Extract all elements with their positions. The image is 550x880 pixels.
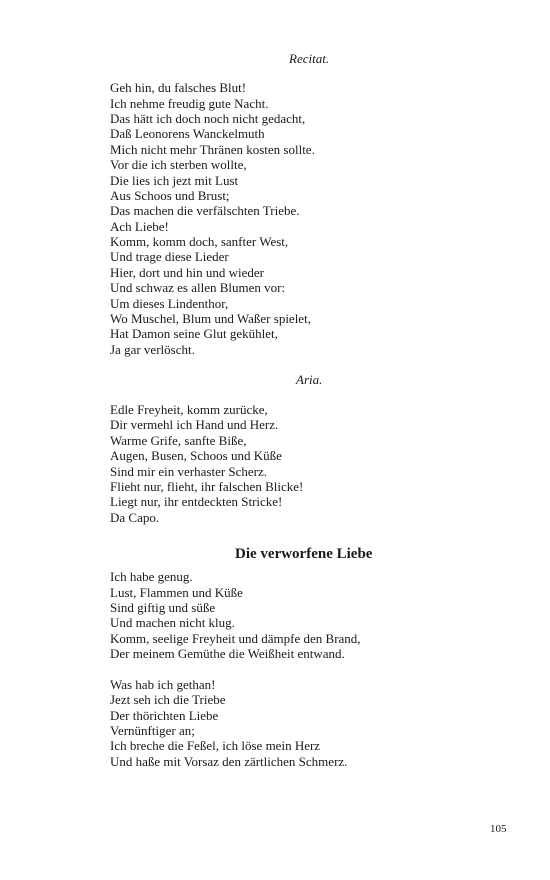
verse-line: Der meinem Gemüthe die Weißheit entwand. [110,646,345,661]
verse-line: Aus Schoos und Brust; [110,188,230,203]
verse-line: Vernünftiger an; [110,723,195,738]
verse-line: Der thörichten Liebe [110,708,219,723]
verse-line: Das hätt ich doch noch nicht gedacht, [110,111,306,126]
verse-line: Was hab ich gethan! [110,677,216,692]
verse-line: Vor die ich sterben wollte, [110,157,247,172]
verse-line: Daß Leonorens Wanckelmuth [110,126,265,141]
verse-line: Ich breche die Feßel, ich löse mein Herz [110,738,321,753]
recitat-heading: Recitat. [289,51,330,66]
page-number: 105 [490,823,507,835]
verse-line: Ich habe genug. [110,569,193,584]
verse-line: Liegt nur, ihr entdeckten Stricke! [110,494,283,509]
verse-line: Ach Liebe! [110,219,169,234]
verse-line: Ich nehme freudig gute Nacht. [110,96,269,111]
verse-line: Komm, komm doch, sanfter West, [110,234,289,249]
verse-line: Und schwaz es allen Blumen vor: [110,280,286,295]
verse-line: Und machen nicht klug. [110,615,235,630]
aria-heading: Aria. [296,372,323,387]
verse-line: Komm, seelige Freyheit und dämpfe den Brand, [110,631,361,646]
verse-line: Da Capo. [110,510,160,525]
verse-line: Lust, Flammen und Küße [110,585,243,600]
verse-line: Flieht nur, flieht, ihr falschen Blicke! [110,479,304,494]
verse-line: Um dieses Lindenthor, [110,296,229,311]
verse-line: Die lies ich jezt mit Lust [110,173,239,188]
verse-line: Hier, dort und hin und wieder [110,265,265,280]
poem-title: Die verworfene Liebe [235,546,373,562]
verse-line: Und haße mit Vorsaz den zärtlichen Schmerz. [110,754,348,769]
verse-line: Edle Freyheit, komm zurücke, [110,402,268,417]
verse-line: Und trage diese Lieder [110,249,229,264]
verse-line: Jezt seh ich die Triebe [110,692,226,707]
verse-line: Hat Damon seine Glut gekühlet, [110,326,278,341]
verse-line: Das machen die verfälschten Triebe. [110,203,300,218]
verse-line: Wo Muschel, Blum und Waßer spielet, [110,311,311,326]
verse-line: Dir vermehl ich Hand und Herz. [110,417,279,432]
verse-line: Geh hin, du falsches Blut! [110,80,247,95]
verse-line: Sind mir ein verhaster Scherz. [110,464,268,479]
verse-line: Sind giftig und süße [110,600,216,615]
verse-line: Augen, Busen, Schoos und Küße [110,448,282,463]
verse-line: Warme Grife, sanfte Biße, [110,433,247,448]
verse-line: Mich nicht mehr Thränen kosten sollte. [110,142,315,157]
verse-line: Ja gar verlöscht. [110,342,195,357]
